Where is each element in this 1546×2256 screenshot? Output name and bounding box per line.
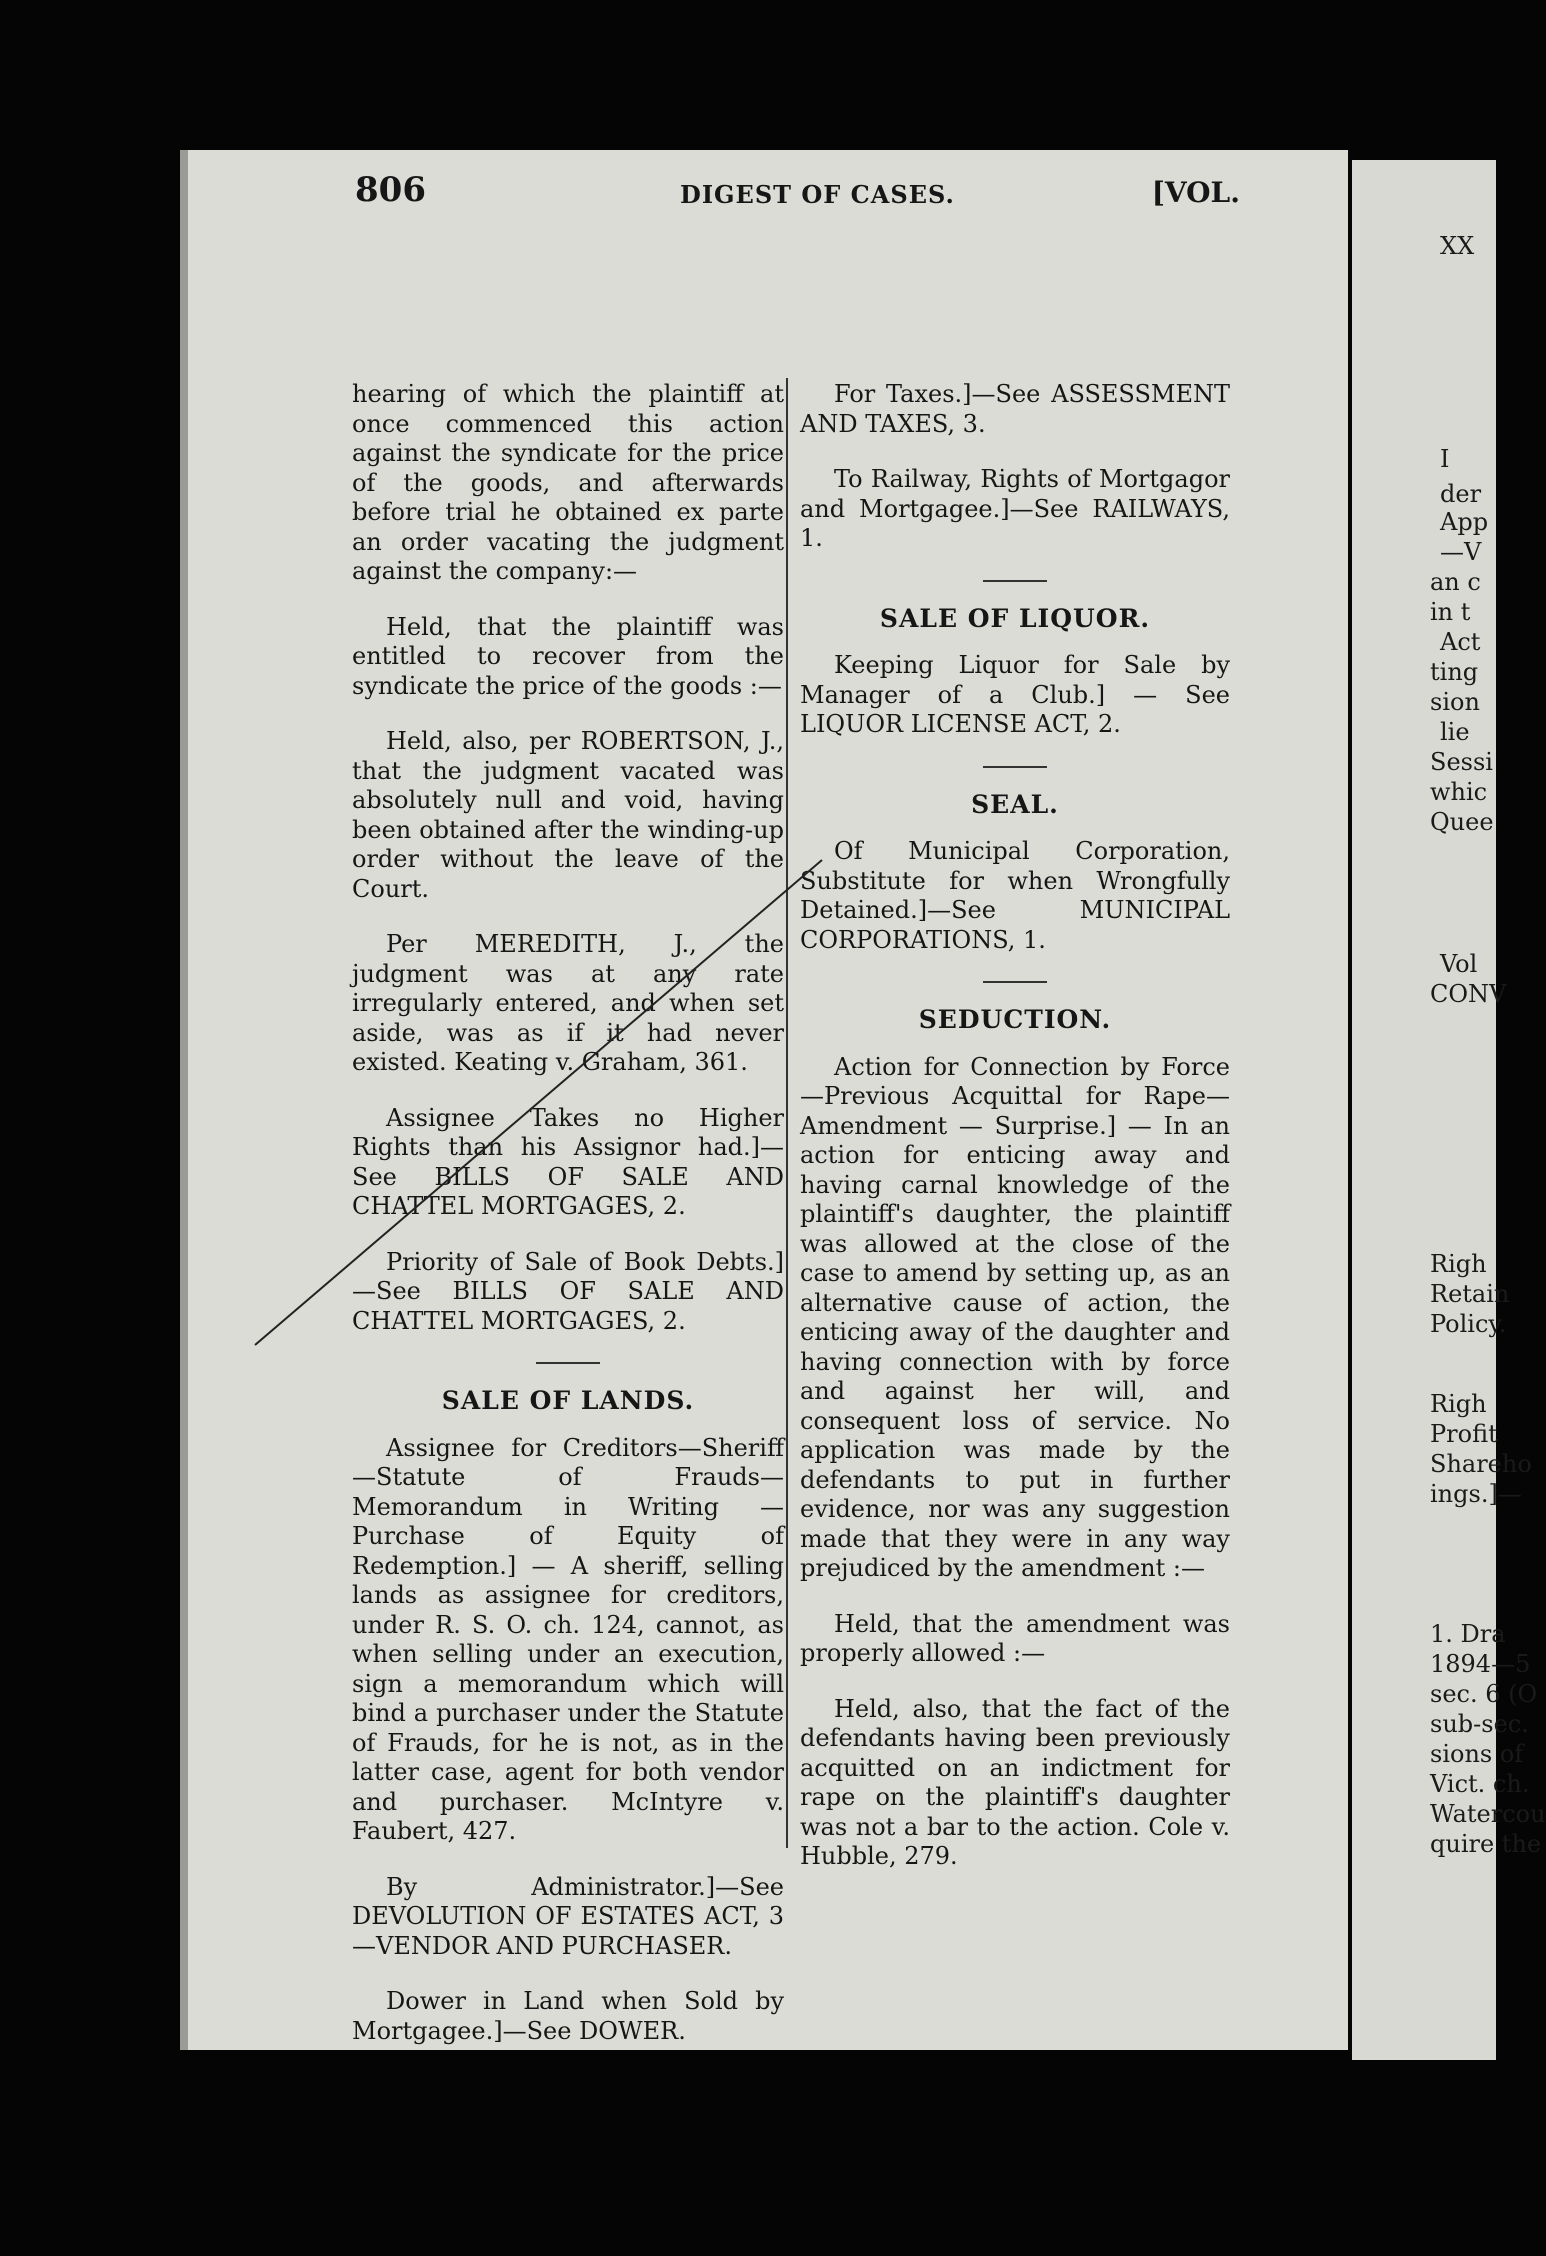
digest-entry: Action for Connection by Force—Previous Acquittal for Rape—Amendment — Surprise.] — In an action for enticing away and having carnal knowledge of the plaintiff's daughter, the plaintiff was allowed at the close of the case to amend by setting up, as an alternative cause of action, the enticing away of the daughter and having connection with by force and against her will, and consequent loss of service. No application was made by the defendants to put in further evidence, nor was any suggestion made that they were in any way prejudiced by the amendment :— <box>800 1052 1230 1582</box>
page-number: 806 <box>355 170 426 210</box>
adjacent-fragment: Vict. ch. <box>1430 1770 1530 1798</box>
adjacent-fragment: sub-sec. <box>1430 1710 1529 1738</box>
adjacent-fragment: whic <box>1430 778 1488 806</box>
digest-entry: hearing of which the plaintiff at once commenced this action against the syndicate for the price of the goods, and afterwards before trial he obtained ex parte an order vacating the judgment against the company:— <box>352 380 784 585</box>
adjacent-fragment: 1. Dra <box>1430 1620 1506 1648</box>
digest-entry: Dower in Land when Sold by Mortgagee.]—See DOWER. <box>352 1987 784 2045</box>
digest-entry: Held, that the plaintiff was entitled to recover from the syndicate the price of the goods :— <box>352 612 784 700</box>
adjacent-fragment: Retain <box>1430 1280 1510 1308</box>
adjacent-fragment: Watercou <box>1430 1800 1546 1828</box>
adjacent-fragment: 1894—5 <box>1430 1650 1531 1678</box>
adjacent-fragment: I <box>1440 445 1450 473</box>
digest-entry: By Administrator.]—See DEVOLUTION OF ESTATES ACT, 3—VENDOR AND PURCHASER. <box>352 1872 784 1960</box>
adjacent-fragment: in t <box>1430 598 1471 626</box>
section-heading: SALE OF LANDS. <box>441 1386 695 1415</box>
digest-entry: Priority of Sale of Book Debts.]—See BILLS OF SALE AND CHATTEL MORTGAGES, 2. <box>352 1247 784 1335</box>
adjacent-fragment: ings.]— <box>1430 1480 1522 1508</box>
adjacent-fragment: sec. 6 (O <box>1430 1680 1538 1708</box>
adjacent-fragment: Profit <box>1430 1420 1498 1448</box>
adjacent-fragment: sion <box>1430 688 1480 716</box>
adjacent-fragment: quire the <box>1430 1830 1542 1858</box>
digest-entry: Assignee Takes no Higher Rights than his Assignor had.]—See BILLS OF SALE AND CHATTEL MORTGAGES, 2. <box>352 1103 784 1220</box>
section-heading: SEDUCTION. <box>918 1005 1112 1034</box>
adjacent-fragment: ting <box>1430 658 1479 686</box>
adjacent-fragment: App <box>1440 508 1489 536</box>
adjacent-fragment: sions of <box>1430 1740 1524 1768</box>
adjacent-fragment: Act <box>1440 628 1481 656</box>
digest-entry: To Railway, Rights of Mortgagor and Mortgagee.]—See RAILWAYS, 1. <box>800 465 1230 552</box>
adjacent-fragment: der <box>1440 480 1482 508</box>
adjacent-fragment: —V <box>1440 538 1482 566</box>
section-heading: SALE OF LIQUOR. <box>879 603 1151 633</box>
digest-entry: Held, that the amendment was properly allowed :— <box>800 1609 1230 1667</box>
adjacent-fragment: XX <box>1440 232 1475 260</box>
adjacent-fragment: lie <box>1440 718 1470 746</box>
adjacent-fragment: Sessi <box>1430 748 1493 776</box>
digest-entry: Per MEREDITH, J., the judgment was at any rate irregularly entered, and when set aside, was as if it had never existed. Keating v. Graham, 361. <box>352 930 784 1076</box>
header-title: DIGEST OF CASES. <box>680 180 955 209</box>
section-heading: SEAL. <box>971 789 1059 819</box>
adjacent-fragment: Policy. <box>1430 1310 1507 1338</box>
adjacent-fragment: Quee <box>1430 808 1494 836</box>
adjacent-fragment: an c <box>1430 568 1481 596</box>
adjacent-fragment: CONV <box>1430 980 1507 1008</box>
digest-entry: Keeping Liquor for Sale by Manager of a Club.] — See LIQUOR LICENSE ACT, 2. <box>800 651 1230 738</box>
adjacent-fragment: Vol <box>1440 950 1478 978</box>
adjacent-fragment: Righ <box>1430 1390 1487 1418</box>
digest-entry: Assignee for Creditors—Sheriff—Statute of Frauds—Memorandum in Writing — Purchase of Equity of Redemption.] — A sheriff, selling lands as assignee for creditors, under R. S. O. ch. 124, cannot, as when selling under an execution, sign a memorandum which will bind a purchaser under the Statute of Frauds, for he is not, as in the latter case, agent for both vendor and purchaser. McIntyre v. Faubert, 427. <box>352 1433 784 1845</box>
digest-entry: Held, also, per ROBERTSON, J., that the judgment vacated was absolutely null and void, having been obtained after the winding-up order without the leave of the Court. <box>352 727 784 903</box>
adjacent-fragment: Shareho <box>1430 1450 1532 1478</box>
digest-entry: Of Municipal Corporation, Substitute for when Wrongfully Detained.]—See MUNICIPAL CORPORATIONS, 1. <box>800 837 1230 954</box>
adjacent-fragment: Righ <box>1430 1250 1487 1278</box>
digest-entry: Held, also, that the fact of the defendants having been previously acquitted on an indictment for rape on the plaintiff's daughter was not a bar to the action. Cole v. Hubble, 279. <box>800 1694 1230 1870</box>
digest-entry: For Taxes.]—See ASSESSMENT AND TAXES, 3. <box>800 380 1230 438</box>
volume-label: [VOL. <box>1151 176 1240 209</box>
